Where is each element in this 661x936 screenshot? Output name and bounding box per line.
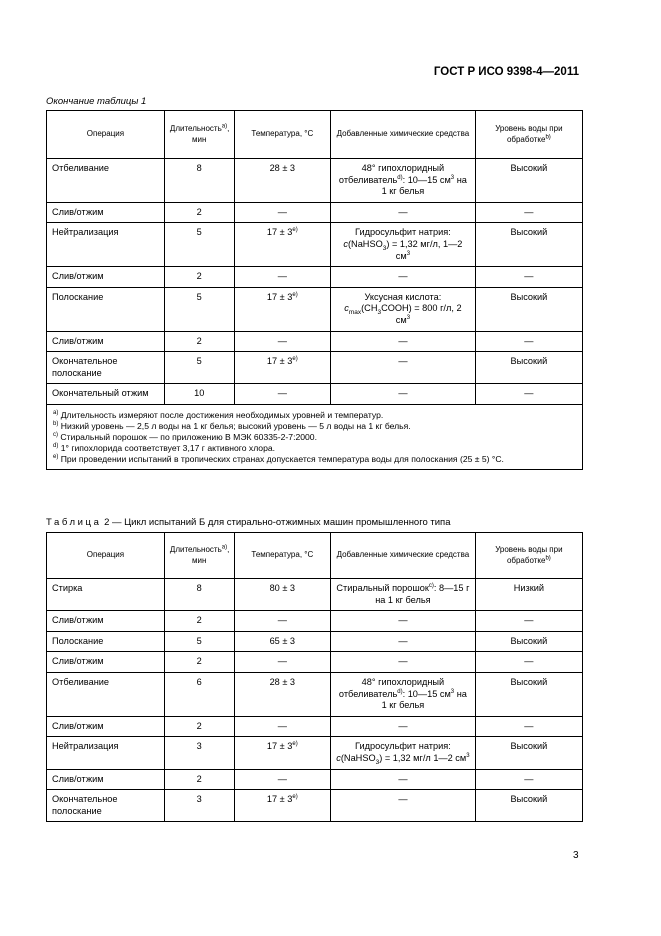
cell-op: Стирка (47, 579, 165, 611)
cell-dur: 5 (164, 223, 234, 267)
cell-water: Высокий (475, 631, 582, 652)
cell-temp: 65 ± 3 (234, 631, 330, 652)
column-header: Добавленные химические средства (331, 111, 476, 159)
cell-op: Полоскание (47, 631, 165, 652)
cell-dur: 10 (164, 384, 234, 405)
cell-chem: Стиральный порошок$^{c)}$: 8—15 г на 1 кг белья (331, 579, 476, 611)
cell-dur: 2 (164, 267, 234, 288)
cell-op: Слив/отжим (47, 611, 165, 632)
cell-water: — (475, 769, 582, 790)
table1 (46, 110, 583, 470)
footnote-text: Низкий уровень — 2,5 л воды на 1 кг белья; высокий уровень — 5 л воды на 1 кг белья. (60, 420, 411, 431)
cell-op: Отбеливание (47, 159, 165, 203)
table2-caption (46, 517, 450, 528)
table-row (47, 352, 583, 384)
cell-water: — (475, 202, 582, 223)
cell-op: Нейтрализация (47, 223, 165, 267)
table-row (47, 287, 583, 331)
footnotes-row (47, 404, 583, 469)
cell-water: Высокий (475, 159, 582, 203)
footnote (53, 410, 576, 421)
cell-chem: 48° гипохлоридный отбеливатель$^{d)}$: 10—15 $см^3$ на 1 кг белья (331, 672, 476, 716)
table-row (47, 737, 583, 769)
cell-chem: — (331, 652, 476, 673)
footnote (53, 443, 576, 454)
table-row (47, 384, 583, 405)
table-row (47, 716, 583, 737)
cell-chem: — (331, 202, 476, 223)
cell-dur: 6 (164, 672, 234, 716)
cell-op: Слив/отжим (47, 331, 165, 352)
footnote-text: 1° гипохлорида соответствует 3,17 г активного хлора. (60, 442, 276, 453)
cell-water: — (475, 384, 582, 405)
table-row (47, 331, 583, 352)
cell-dur: 2 (164, 611, 234, 632)
table-row (47, 159, 583, 203)
cell-op: Отбеливание (47, 672, 165, 716)
footnote-text: При проведении испытаний в тропических странах допускается температура воды для полоскания (25 ± 5) °С. (60, 453, 504, 464)
cell-temp: — (234, 769, 330, 790)
cell-temp: — (234, 652, 330, 673)
table2 (46, 532, 583, 822)
cell-op: Слив/отжим (47, 202, 165, 223)
cell-chem: — (331, 384, 476, 405)
footnote-mark: a) (53, 410, 59, 417)
table-row (47, 652, 583, 673)
cell-temp: $17 \pm 3^{e)}$ (234, 287, 330, 331)
footnote-text: Длительность измеряют после достижения необходимых уровней и температур. (60, 409, 384, 420)
column-header: Уровень воды при обработке$^{b)}$ (475, 533, 582, 579)
cell-temp: 28 ± 3 (234, 672, 330, 716)
cell-temp: $17 \pm 3^{e)}$ (234, 223, 330, 267)
header-row (47, 533, 583, 579)
column-header: Длительность$^{a)}$, мин (164, 111, 234, 159)
cell-water: — (475, 611, 582, 632)
cell-temp: 28 ± 3 (234, 159, 330, 203)
cell-water: Высокий (475, 737, 582, 769)
cell-op: Окончательное полоскание (47, 790, 165, 822)
cell-op: Окончательный отжим (47, 384, 165, 405)
cell-dur: 2 (164, 769, 234, 790)
cell-water: — (475, 716, 582, 737)
document-id: ГОСТ Р ИСО 9398-4—2011 (433, 66, 579, 78)
cell-chem: — (331, 611, 476, 632)
table-row (47, 769, 583, 790)
table-row (47, 267, 583, 288)
footnote-mark: d) (53, 443, 59, 450)
footnote-mark: e) (53, 454, 59, 461)
cell-chem: Гидросульфит натрия: c(NaHSO$_3$) = 1,32 мг/л, 1—2 $см^3$ (331, 223, 476, 267)
cell-water: — (475, 652, 582, 673)
cell-op: Слив/отжим (47, 716, 165, 737)
footnote-mark: c) (53, 432, 58, 439)
cell-temp: — (234, 611, 330, 632)
cell-chem: — (331, 716, 476, 737)
column-header: Длительность$^{a)}$, мин (164, 533, 234, 579)
cell-dur: 2 (164, 202, 234, 223)
cell-dur: 2 (164, 716, 234, 737)
table-row (47, 631, 583, 652)
table-row (47, 611, 583, 632)
footnote (53, 454, 576, 465)
footnote (53, 432, 576, 443)
table1-caption: Окончание таблицы 1 (46, 96, 147, 107)
cell-chem: 48° гипохлоридный отбеливатель$^{d)}$: 10—15 $см^3$ на 1 кг белья (331, 159, 476, 203)
table-row (47, 672, 583, 716)
cell-dur: 5 (164, 287, 234, 331)
cell-dur: 2 (164, 652, 234, 673)
column-header: Температура, °С (234, 111, 330, 159)
cell-chem: Гидросульфит натрия: c(NaHSO$_3$) = 1,32 мг/л 1—2 $см^3$ (331, 737, 476, 769)
cell-water: Высокий (475, 352, 582, 384)
cell-op: Полоскание (47, 287, 165, 331)
footnote-text: Стиральный порошок — по приложению В МЭК 60335-2-7:2000. (60, 431, 317, 442)
cell-chem: — (331, 267, 476, 288)
cell-dur: 5 (164, 352, 234, 384)
footnotes (47, 404, 583, 469)
cell-dur: 3 (164, 737, 234, 769)
cell-chem: Уксусная кислота: $c_{max}(CH_3COOH) = 800$ г/л, 2 $см^3$ (331, 287, 476, 331)
cell-temp: 80 ± 3 (234, 579, 330, 611)
table2-caption-title: 2 — Цикл испытаний Б для стирально-отжимных машин промышленного типа (104, 517, 451, 528)
cell-chem: — (331, 331, 476, 352)
cell-op: Слив/отжим (47, 267, 165, 288)
cell-chem: — (331, 352, 476, 384)
cell-op: Слив/отжим (47, 769, 165, 790)
footnote-mark: b) (53, 421, 59, 428)
cell-water: — (475, 267, 582, 288)
table2-caption-prefix: Таблица (46, 517, 102, 528)
cell-chem: — (331, 631, 476, 652)
cell-temp: — (234, 384, 330, 405)
cell-temp: — (234, 202, 330, 223)
cell-temp: — (234, 331, 330, 352)
cell-dur: 8 (164, 159, 234, 203)
cell-chem: — (331, 790, 476, 822)
table-row (47, 202, 583, 223)
header-row (47, 111, 583, 159)
cell-dur: 8 (164, 579, 234, 611)
cell-temp: — (234, 267, 330, 288)
cell-op: Окончательное полоскание (47, 352, 165, 384)
cell-op: Нейтрализация (47, 737, 165, 769)
cell-chem: — (331, 769, 476, 790)
column-header: Добавленные химические средства (331, 533, 476, 579)
cell-op: Слив/отжим (47, 652, 165, 673)
table-row (47, 579, 583, 611)
footnote (53, 421, 576, 432)
cell-dur: 2 (164, 331, 234, 352)
cell-water: Высокий (475, 287, 582, 331)
cell-temp: $17 \pm 3^{e)}$ (234, 737, 330, 769)
cell-water: Высокий (475, 790, 582, 822)
cell-temp: $17 \pm 3^{e)}$ (234, 790, 330, 822)
cell-temp: $17 \pm 3^{e)}$ (234, 352, 330, 384)
cell-dur: 3 (164, 790, 234, 822)
column-header: Температура, °С (234, 533, 330, 579)
column-header: Уровень воды при обработке$^{b)}$ (475, 111, 582, 159)
column-header: Операция (47, 533, 165, 579)
page-number: 3 (573, 850, 579, 861)
table-row (47, 790, 583, 822)
cell-dur: 5 (164, 631, 234, 652)
cell-water: Низкий (475, 579, 582, 611)
cell-water: Высокий (475, 672, 582, 716)
cell-water: — (475, 331, 582, 352)
cell-temp: — (234, 716, 330, 737)
column-header: Операция (47, 111, 165, 159)
cell-water: Высокий (475, 223, 582, 267)
table-row (47, 223, 583, 267)
